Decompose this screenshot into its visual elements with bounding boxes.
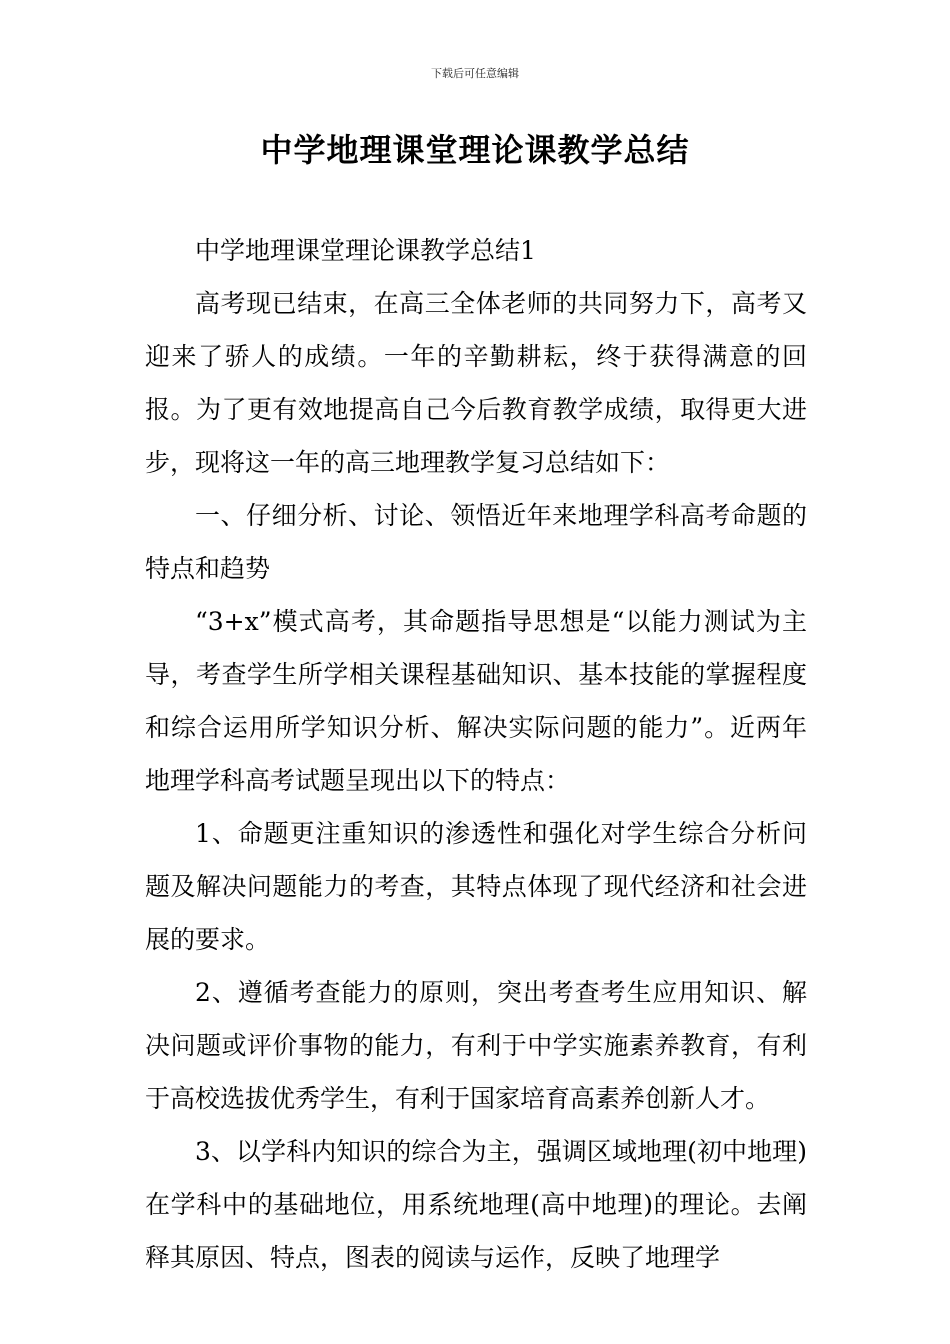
paragraph-feature-2: 2、遵循考查能力的原则，突出考查考生应用知识、解决问题或评价事物的能力，有利于中学实施素养教育，有利于高校选拔优秀学生，有利于国家培育高素养创新人才。 (145, 978, 807, 1113)
paragraph-feature-1: 1、命题更注重知识的渗透性和强化对学生综合分析问题及解决问题能力的考查，其特点体现了现代经济和社会进展的要求。 (145, 819, 807, 954)
paragraph-point-one-heading: 一、仔细分析、讨论、领悟近年来地理学科高考命题的特点和趋势 (145, 501, 807, 583)
document-body (145, 224, 807, 1284)
paragraph-intro: 高考现已结束，在高三全体老师的共同努力下，高考又迎来了骄人的成绩。一年的辛勤耕耘，终于获得满意的回报。为了更有效地提高自己今后教育教学成绩，取得更大进步，现将这一年的高三地理教学复习总结如下： (145, 289, 807, 477)
paragraph-feature-3: 3、以学科内知识的综合为主，强调区域地理(初中地理)在学科中的基础地位，用系统地理(高中地理)的理论。去阐释其原因、特点，图表的阅读与运作，反映了地理学 (145, 1137, 807, 1272)
header-note: 下载后可任意编辑 (431, 67, 519, 80)
paragraph-exam-model: “3+x”模式高考，其命题指导思想是“以能力测试为主导，考查学生所学相关课程基础知识、基本技能的掌握程度和综合运用所学知识分析、解决实际问题的能力”。近两年地理学科高考试题呈现出以下的特点： (145, 607, 807, 795)
section-heading: 中学地理课堂理论课教学总结1 (195, 236, 536, 265)
document-title: 中学地理课堂理论课教学总结 (260, 131, 690, 169)
